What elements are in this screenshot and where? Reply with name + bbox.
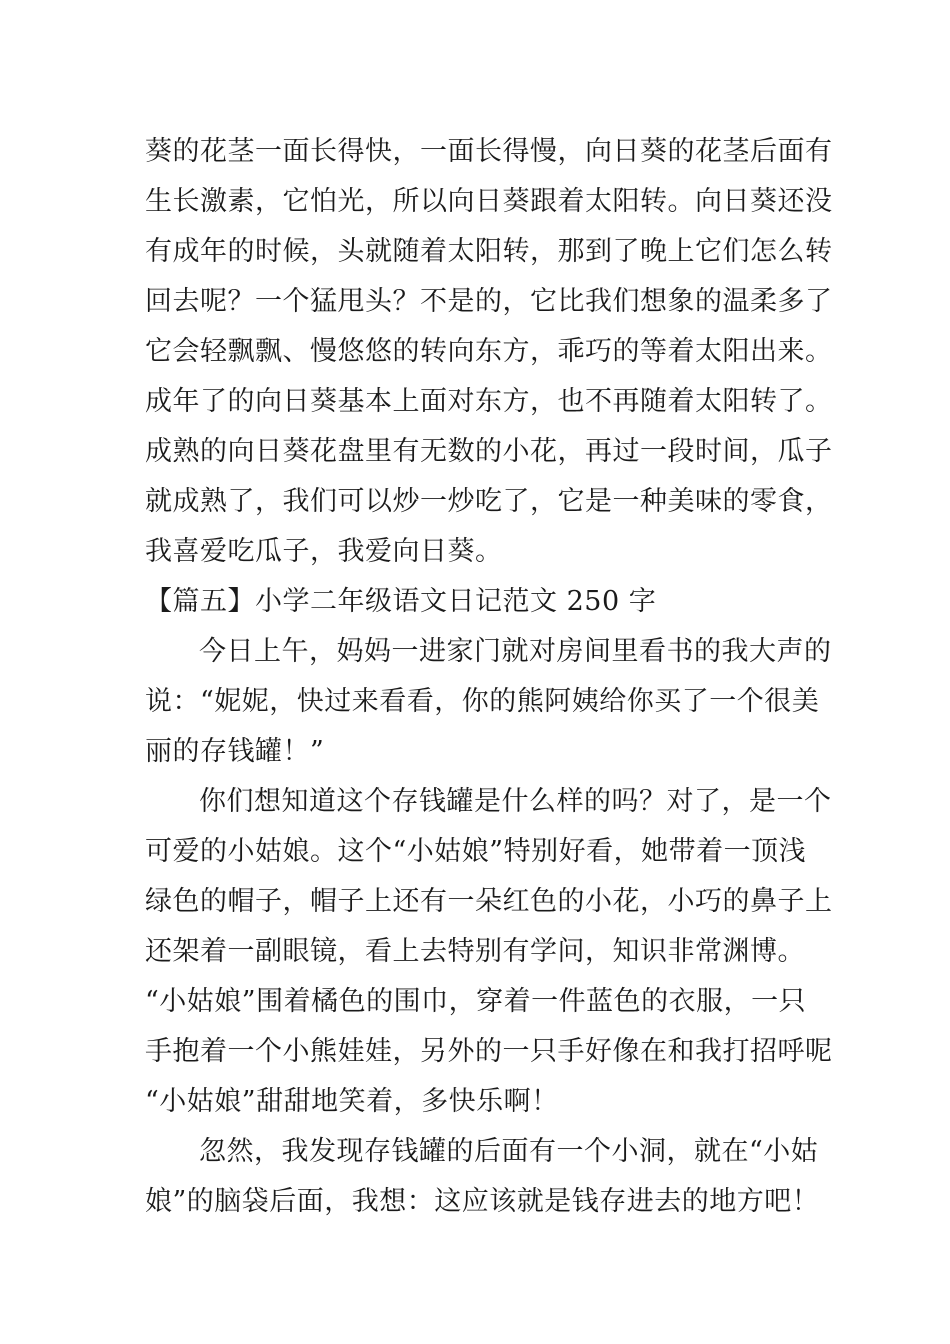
text-line: 你们想知道这个存钱罐是什么样的吗？对了，是一个 [199,786,832,817]
section-heading: 【篇五】小学二年级语文日记范文 250 字 [145,586,657,617]
text-line: 它会轻飘飘、慢悠悠的转向东方，乖巧的等着太阳出来。 [145,336,833,367]
text-line: 还架着一副眼镜，看上去特别有学问，知识非常渊博。 [145,936,805,967]
text-line: 有成年的时候，头就随着太阳转，那到了晚上它们怎么转 [145,236,833,267]
text-line: 葵的花茎一面长得快，一面长得慢，向日葵的花茎后面有 [145,136,833,167]
text-line: 今日上午，妈妈一进家门就对房间里看书的我大声的 [199,636,832,667]
text-line: 回去呢？一个猛甩头？不是的，它比我们想象的温柔多了 [145,286,833,317]
text-line: 就成熟了，我们可以炒一炒吃了，它是一种美味的零食， [145,486,833,517]
text-line: 娘”的脑袋后面，我想：这应该就是钱存进去的地方吧！ [145,1186,820,1217]
text-line: “小姑娘”围着橘色的围巾，穿着一件蓝色的衣服，一只 [145,986,807,1017]
text-line: 生长激素，它怕光，所以向日葵跟着太阳转。向日葵还没 [145,186,833,217]
text-line: “小姑娘”甜甜地笑着，多快乐啊！ [145,1086,559,1117]
text-line: 可爱的小姑娘。这个“小姑娘”特别好看，她带着一顶浅 [145,836,807,867]
text-line: 说：“妮妮，快过来看看，你的熊阿姨给你买了一个很美 [145,686,820,717]
text-line: 丽的存钱罐！” [145,736,325,767]
text-line: 绿色的帽子，帽子上还有一朵红色的小花，小巧的鼻子上 [145,886,833,917]
text-line: 成熟的向日葵花盘里有无数的小花，再过一段时间，瓜子 [145,436,833,467]
text-line: 手抱着一个小熊娃娃，另外的一只手好像在和我打招呼呢 [145,1036,833,1067]
document-body [145,127,833,1227]
text-line: 我喜爱吃瓜子，我爱向日葵。 [145,536,503,567]
text-line: 成年了的向日葵基本上面对东方，也不再随着太阳转了。 [145,386,833,417]
text-line: 忽然，我发现存钱罐的后面有一个小洞，就在“小姑 [199,1136,819,1167]
